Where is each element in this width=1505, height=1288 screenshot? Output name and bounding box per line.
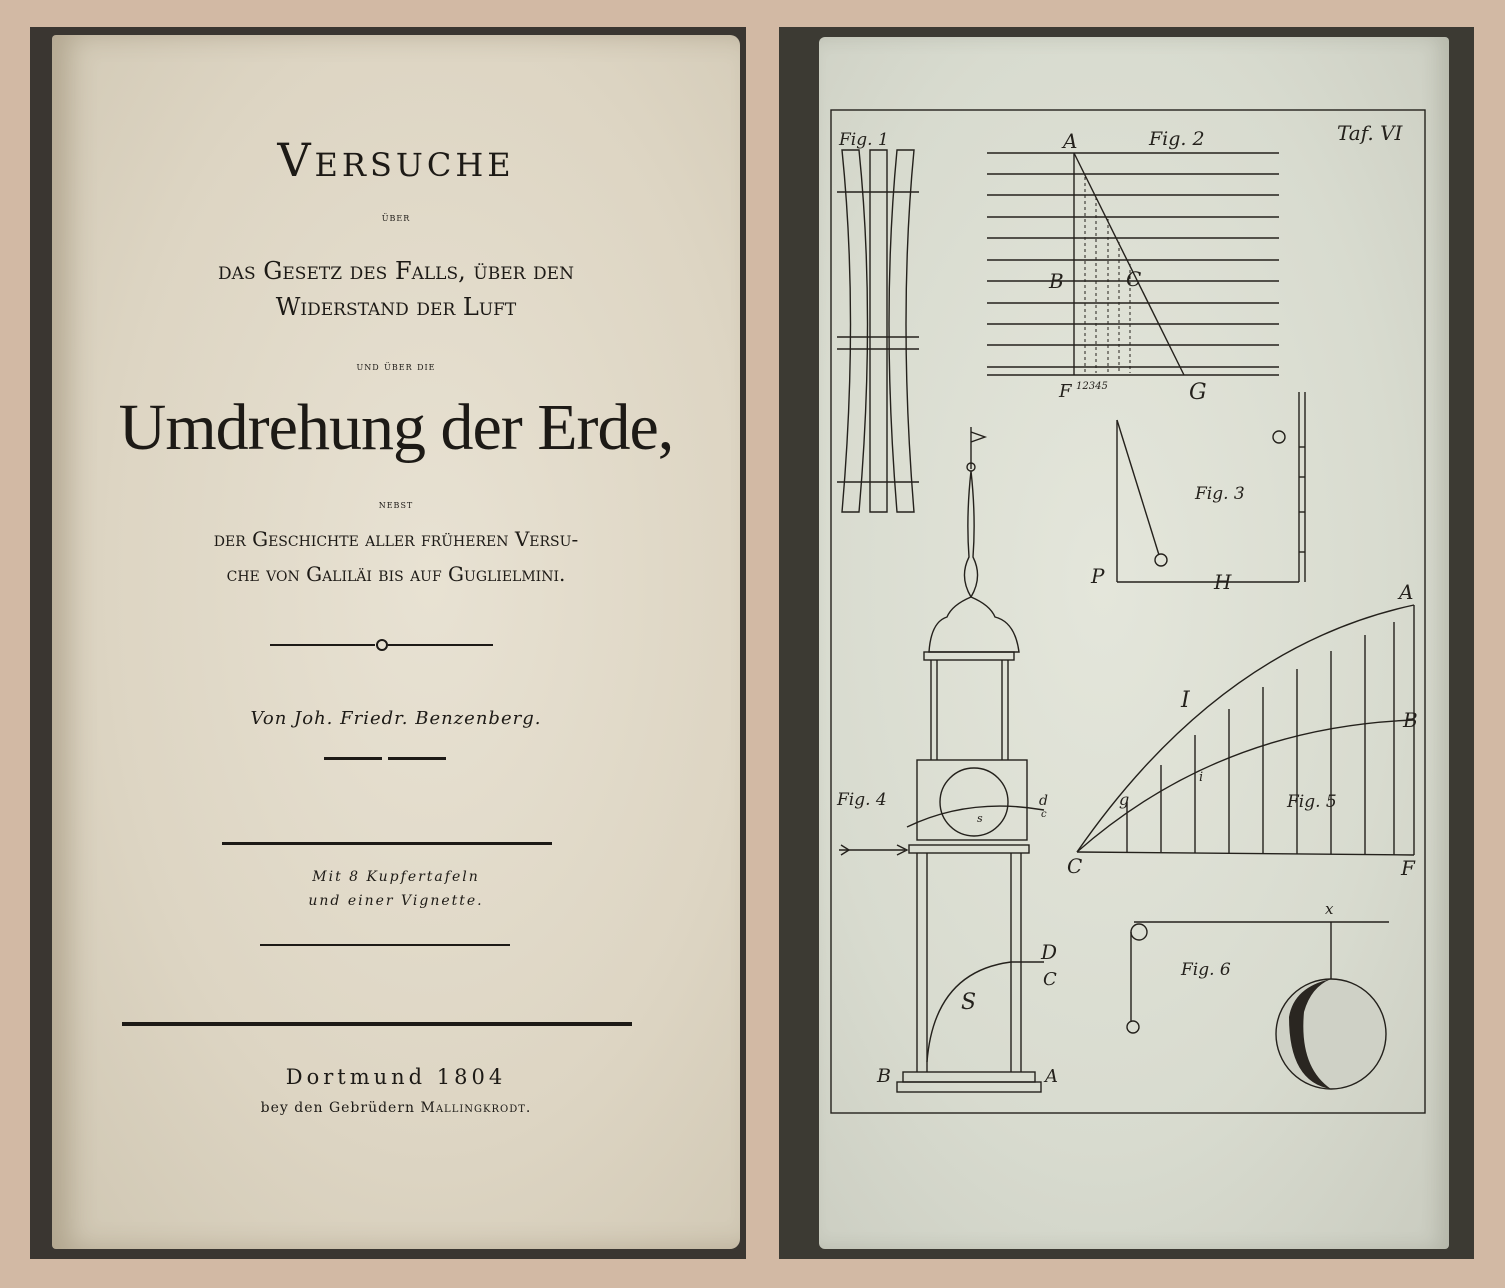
fig5-letter-c: C (1067, 854, 1083, 878)
line-falls-2: Widerstand der Luft (275, 293, 517, 321)
city-year: Dortmund 1804 (285, 1065, 507, 1089)
fig4-tower (839, 427, 1044, 1092)
fig4-letter-b: B (877, 1065, 891, 1087)
fig2-label: Fig. 2 (1149, 128, 1205, 150)
plate-page (819, 37, 1449, 1249)
divider-upper (222, 842, 552, 845)
ornament-rule-left (270, 644, 375, 646)
line-hist-2: che von Galiläi bis auf Guglielmini. (226, 562, 566, 586)
divider-bottom-bold (122, 1022, 632, 1026)
fig5-letter-g: g (1119, 790, 1130, 809)
fig2-letter-g: G (1189, 380, 1207, 405)
fig4-letter-c: C (1043, 969, 1057, 990)
fig2-drawing (987, 153, 1279, 375)
line-falls-1: das Gesetz des Falls, über den (218, 257, 574, 285)
fig2-letter-f: F (1059, 381, 1072, 402)
fig3-letter-p: P (1091, 564, 1105, 588)
fig6-drawing (1127, 922, 1389, 1089)
divider-short-right (388, 757, 446, 760)
divider-lower (260, 944, 510, 946)
publisher-prefix: bey den Gebrüdern (260, 1100, 416, 1116)
fig6-label: Fig. 6 (1181, 960, 1231, 980)
fig5-letter-f: F (1401, 856, 1415, 880)
title-page (52, 35, 740, 1249)
book-title (52, 133, 740, 187)
plate-engraving (819, 37, 1449, 1249)
line-uber: über (381, 211, 411, 224)
fig1-drawing (837, 150, 919, 512)
plate-page-photo (779, 27, 1474, 1259)
fig3-label: Fig. 3 (1195, 484, 1245, 504)
publisher-name: Mallingkrodt. (420, 1100, 532, 1116)
fig2-letter-c: C (1126, 267, 1142, 291)
fig5-label: Fig. 5 (1287, 792, 1337, 812)
plates-line-2: und einer Vignette. (308, 893, 484, 909)
title-page-photo (30, 27, 746, 1259)
fig5-letter-a: A (1399, 580, 1414, 604)
big-title: Umdrehung der Erde, (118, 391, 674, 464)
fig4-letter-s-small: s (977, 812, 983, 825)
line-hist-1: der Geschichte aller früheren Versu- (213, 527, 579, 551)
plates-line-1: Mit 8 Kupfertafeln (312, 869, 480, 885)
fig2-numbers: 12345 (1076, 381, 1108, 392)
fig2-letter-a: A (1063, 129, 1078, 153)
title-text: Versuche (277, 133, 515, 187)
author: Von Joh. Friedr. Benzenberg. (250, 708, 542, 729)
ornament-circle (376, 639, 388, 651)
ornament-rule-right (388, 644, 493, 646)
fig6-letter-x: x (1325, 900, 1334, 918)
fig4-label: Fig. 4 (837, 790, 887, 810)
fig5-drawing (1077, 605, 1414, 855)
line-nebst: nebst (378, 498, 414, 511)
fig2-letter-b: B (1049, 269, 1064, 293)
line-und: und über die (356, 360, 436, 373)
fig4-letter-a: A (1045, 1066, 1058, 1087)
fig3-letter-h: H (1214, 570, 1232, 594)
fig4-letter-s: S (961, 990, 977, 1015)
publisher (52, 1100, 740, 1116)
fig1-label: Fig. 1 (839, 130, 889, 150)
fig5-letter-i: i (1199, 770, 1204, 785)
plate-label: Taf. VI (1337, 121, 1403, 145)
fig4-letter-d: D (1041, 940, 1058, 964)
fig4-letter-d-small: d (1039, 793, 1048, 809)
fig5-letter-i-cap: I (1181, 688, 1190, 713)
divider-short-left (324, 757, 382, 760)
fig5-letter-b: B (1403, 708, 1418, 732)
fig4-letter-c-small: c (1041, 809, 1047, 820)
